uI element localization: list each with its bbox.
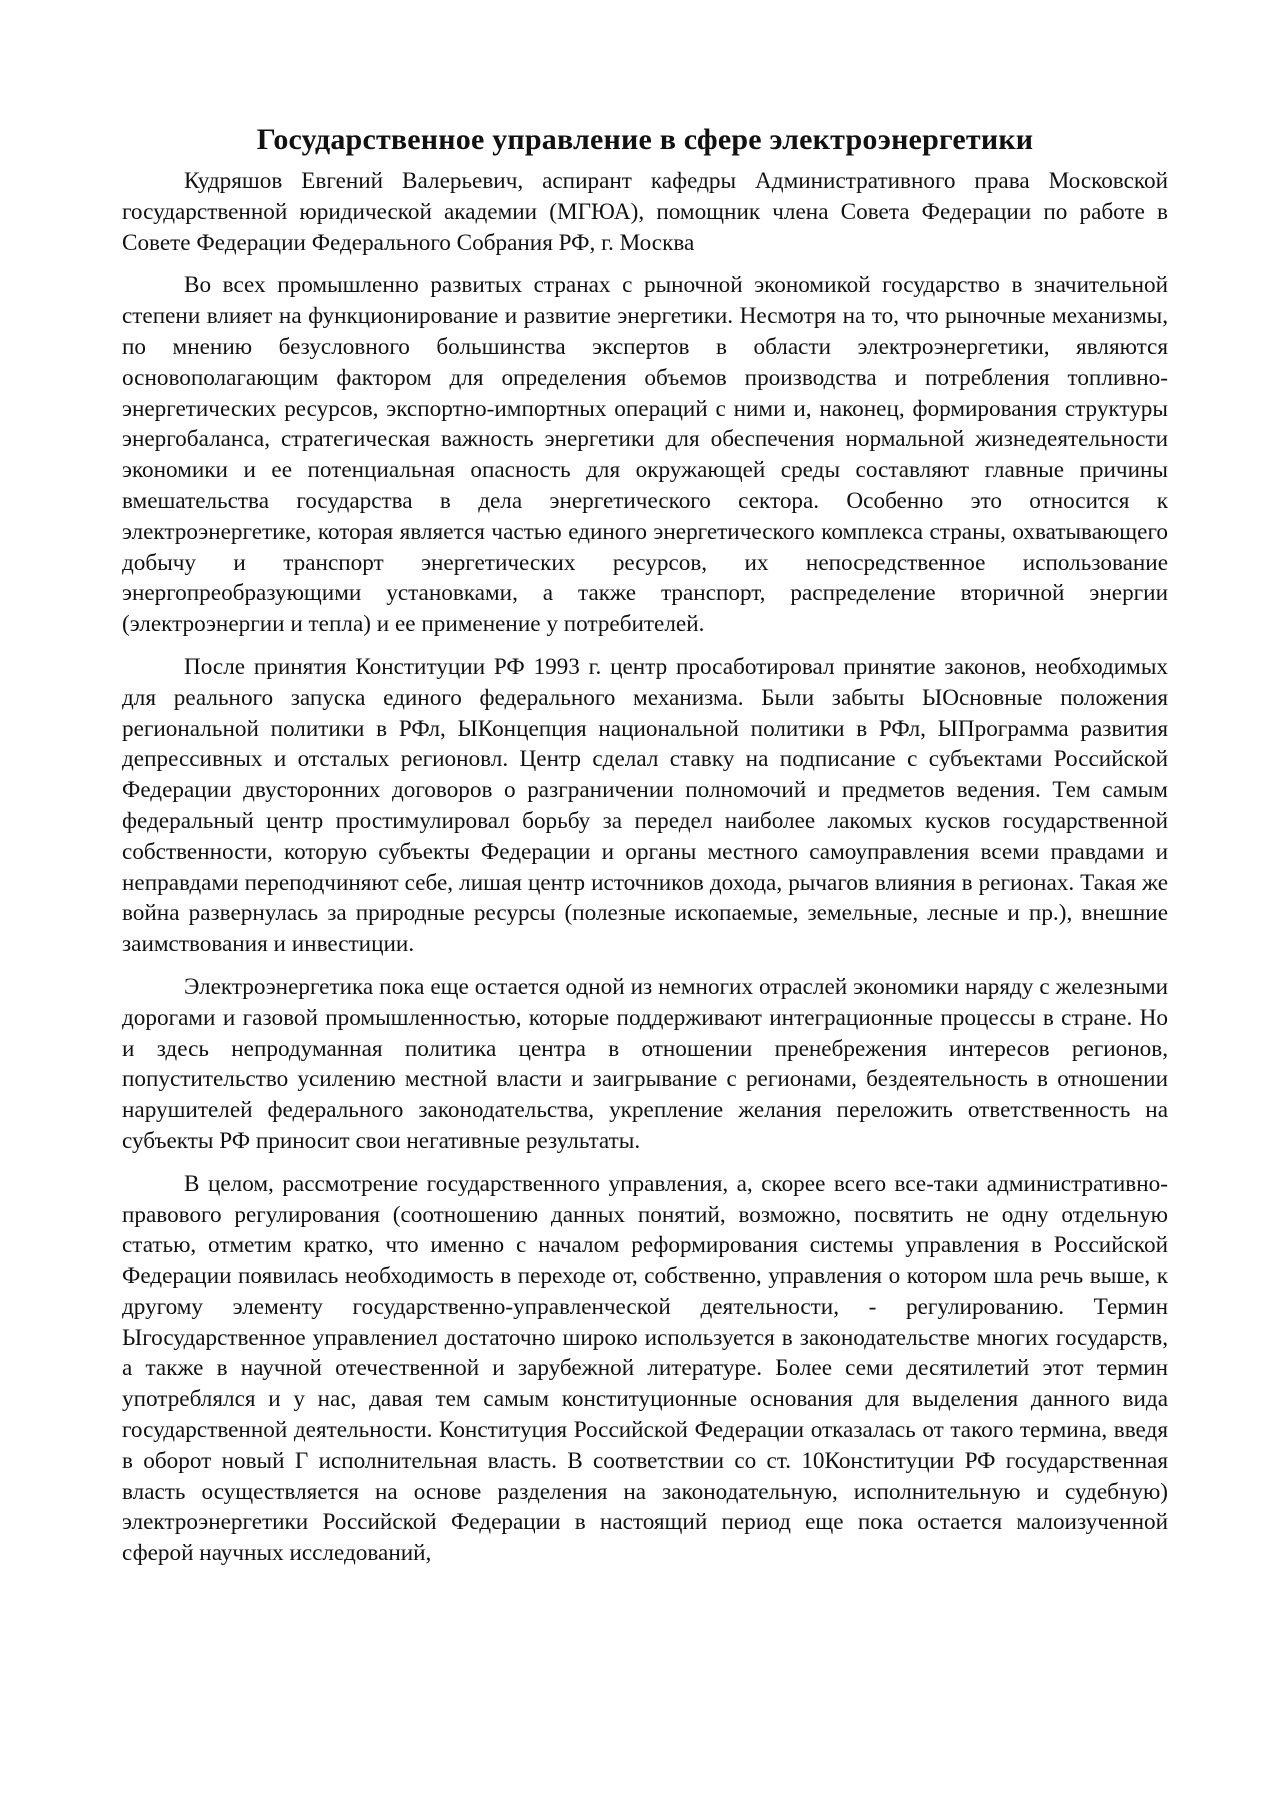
paragraph-3: Электроэнергетика пока еще остается одной из немногих отраслей экономики наряду с железными дорогами и газовой промышленностью, которые поддерживают интеграционные процессы в стране. Но и здесь непродуманная политика центра в отношении пренебрежения интересов регионов, попустительство усилению местной власти и заигрывание с регионами, бездеятельность в отношении нарушителей федерального законодательства, укрепление желания переложить ответственность на субъекты РФ приносит свои негативные результаты. [122,973,1168,1154]
document-page [122,120,1168,1581]
paragraph-1: Во всех промышленно развитых странах с рыночной экономикой государство в значительной степени влияет на функционирование и развитие энергетики. Несмотря на то, что рыночные механизмы, по мнению безусловного большинства экспертов в области электроэнергетики, являются основополагающим фактором для определения объемов производства и потребления топливно-энергетических ресурсов, экспортно-импортных операций с ними и, наконец, формирования структуры энергобаланса, стратегическая важность энергетики для обеспечения нормальной жизнедеятельности экономики и ее потенциальная опасность для окружающей среды составляют главные причины вмешательства государства в дела энергетического сектора. Особенно это относится к электроэнергетике, которая является частью единого энергетического комплекса страны, охватывающего добычу и транспорт энергетических ресурсов, их непосредственное использование энергопреобразующими установками, а также транспорт, распределение вторичной энергии (электроэнергии и тепла) и ее применение у потребителей. [122,272,1168,638]
paragraph-4: В целом, рассмотрение государственного управления, а, скорее всего все-таки административно-правового регулирования (соотношению данных понятий, возможно, посвятить не одну отдельную статью, отметим кратко, что именно с началом реформирования системы управления в Российской Федерации появилась необходимость в переходе от, собственно, управления о котором шла речь выше, к другому элементу государственно-управленческой деятельности, - регулированию. Термин Ыгосударственное управлениел достаточно широко используется в законодательстве многих государств, а также в научной отечественной и зарубежной литературе. Более семи десятилетий этот термин употреблялся и у нас, давая тем самым конституционные основания для выделения данного вида государственной деятельности. Конституция Российской Федерации отказалась от такого термина, введя в оборот новый Г исполнительная власть. В соответствии со ст. 10Конституции РФ государственная власть осуществляется на основе разделения на законодательную, исполнительную и судебную) электроэнергетики Российской Федерации в настоящий период еще пока остается малоизученной сферой научных исследований, [122,1170,1168,1567]
paragraph-2: После принятия Конституции РФ 1993 г. центр просаботировал принятие законов, необходимых для реального запуска единого федерального механизма. Были забыты ЫОсновные положения региональной политики в РФл, ЫКонцепция национальной политики в РФл, ЫПрограмма развития депрессивных и отсталых регионовл. Центр сделал ставку на подписание с субъектами Российской Федерации двусторонних договоров о разграничении полномочий и предметов ведения. Тем самым федеральный центр простимулировал борьбу за передел наиболее лакомых кусков государственной собственности, которую субъекты Федерации и органы местного самоуправления всеми правдами и неправдами переподчиняют себе, лишая центр источников дохода, рычагов влияния в регионах. Такая же война развернулась за природные ресурсы (полезные ископаемые, земельные, лесные и пр.), внешние заимствования и инвестиции. [122,653,1168,958]
author-info: Кудряшов Евгений Валерьевич, аспирант кафедры Административного права Московской государственной юридической академии (МГЮА), помощник члена Совета Федерации по работе в Совете Федерации Федерального Собрания РФ, г. Москва [122,168,1168,256]
article-title: Государственное управление в сфере электроэнергетики [256,123,1034,156]
